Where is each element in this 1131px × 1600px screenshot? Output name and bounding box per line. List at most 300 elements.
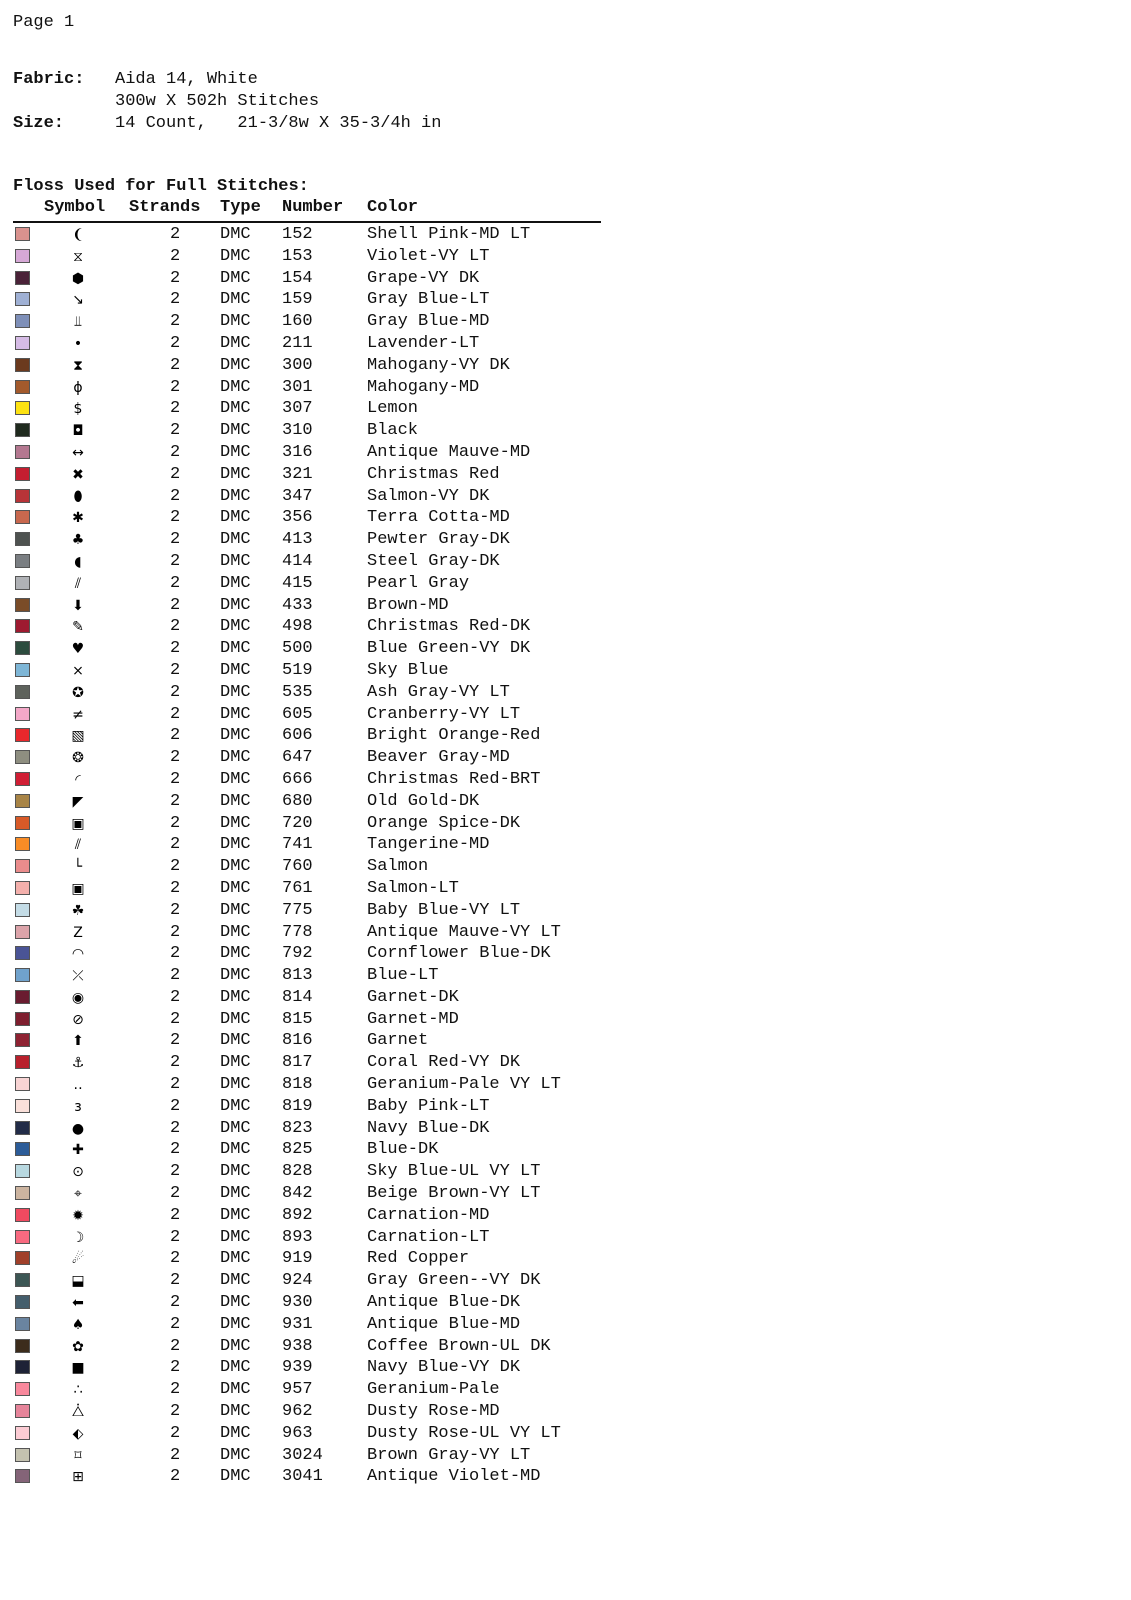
- number-cell: 814: [282, 987, 313, 1007]
- type-cell: DMC: [220, 333, 251, 353]
- type-cell: DMC: [220, 464, 251, 484]
- table-row: [0, 311, 640, 333]
- strands-cell: 2: [170, 748, 181, 768]
- table-row: [0, 900, 640, 922]
- cross-hourglass-icon: ⨯: [72, 662, 84, 679]
- type-cell: DMC: [220, 1358, 251, 1378]
- strands-cell: 2: [170, 486, 181, 506]
- number-cell: 761: [282, 878, 313, 898]
- number-cell: 892: [282, 1205, 313, 1225]
- number-cell: 347: [282, 486, 313, 506]
- club-icon: ♣: [71, 532, 85, 549]
- table-row: [0, 1074, 640, 1096]
- number-cell: 413: [282, 530, 313, 550]
- strands-cell: 2: [170, 857, 181, 877]
- type-cell: DMC: [220, 726, 251, 746]
- number-cell: 825: [282, 1140, 313, 1160]
- color-name-cell: Lavender-LT: [367, 333, 480, 353]
- hourglass-filled-icon: ⧗: [73, 357, 83, 374]
- number-cell: 316: [282, 442, 313, 462]
- number-cell: 356: [282, 508, 313, 528]
- color-swatch: [15, 1142, 30, 1156]
- type-cell: DMC: [220, 1031, 251, 1051]
- size-value: 14 Count, 21-3/8w X 35-3/4h in: [115, 114, 442, 133]
- number-cell: 760: [282, 857, 313, 877]
- color-swatch: [15, 1448, 30, 1462]
- color-swatch: [15, 1208, 30, 1222]
- table-row: [0, 747, 640, 769]
- strands-cell: 2: [170, 1249, 181, 1269]
- type-cell: DMC: [220, 1009, 251, 1029]
- flower-icon: ✿: [72, 1338, 84, 1355]
- triple-ring-icon: ☘: [71, 902, 85, 919]
- heavy-x-icon: ✖: [72, 466, 84, 483]
- strands-cell: 2: [170, 530, 181, 550]
- type-cell: DMC: [220, 1249, 251, 1269]
- strands-cell: 2: [170, 1162, 181, 1182]
- table-row: [0, 987, 640, 1009]
- strands-cell: 2: [170, 639, 181, 659]
- double-slash-icon: ⫽: [74, 575, 82, 592]
- number-cell: 300: [282, 355, 313, 375]
- color-swatch: [15, 358, 30, 372]
- color-swatch: [15, 903, 30, 917]
- number-cell: 919: [282, 1249, 313, 1269]
- number-cell: 893: [282, 1227, 313, 1247]
- strands-cell: 2: [170, 399, 181, 419]
- strands-cell: 2: [170, 442, 181, 462]
- strands-cell: 2: [170, 922, 181, 942]
- type-cell: DMC: [220, 551, 251, 571]
- strands-cell: 2: [170, 1336, 181, 1356]
- floss-table-body: [0, 224, 640, 1488]
- strands-cell: 2: [170, 682, 181, 702]
- table-row: [0, 1423, 640, 1445]
- strands-cell: 2: [170, 1314, 181, 1334]
- table-row: [0, 1379, 640, 1401]
- color-name-cell: Garnet-MD: [367, 1009, 459, 1029]
- color-name-cell: Cranberry-VY LT: [367, 704, 521, 724]
- strands-cell: 2: [170, 1053, 181, 1073]
- color-name-cell: Salmon-LT: [367, 878, 459, 898]
- color-swatch: [15, 663, 30, 677]
- up-arrow-icon: ⬆: [72, 1033, 84, 1050]
- strands-cell: 2: [170, 1293, 181, 1313]
- type-cell: DMC: [220, 900, 251, 920]
- half-moon-icon: ◖: [74, 553, 82, 570]
- number-cell: 720: [282, 813, 313, 833]
- type-cell: DMC: [220, 225, 251, 244]
- type-cell: DMC: [220, 1314, 251, 1334]
- color-name-cell: Dusty Rose-MD: [367, 1402, 500, 1422]
- type-cell: DMC: [220, 1423, 251, 1443]
- number-cell: 666: [282, 769, 313, 789]
- zed-icon: Z: [73, 924, 83, 941]
- strands-cell: 2: [170, 551, 181, 571]
- color-name-cell: Blue Green-VY DK: [367, 639, 531, 659]
- strands-cell: 2: [170, 835, 181, 855]
- color-swatch: [15, 685, 30, 699]
- type-cell: DMC: [220, 639, 251, 659]
- type-cell: DMC: [220, 966, 251, 986]
- type-cell: DMC: [220, 595, 251, 615]
- type-cell: DMC: [220, 268, 251, 288]
- table-row: [0, 943, 640, 965]
- number-cell: 606: [282, 726, 313, 746]
- size-row: [13, 113, 441, 135]
- phi-icon: ϕ: [73, 379, 83, 396]
- dollar-icon: $: [73, 401, 83, 418]
- color-name-cell: Navy Blue-DK: [367, 1118, 490, 1138]
- number-cell: 154: [282, 268, 313, 288]
- table-row: [0, 377, 640, 399]
- table-row: [0, 529, 640, 551]
- color-name-cell: Christmas Red-DK: [367, 617, 531, 637]
- burst-icon: ✹: [72, 1207, 84, 1224]
- color-name-cell: Pearl Gray: [367, 573, 470, 593]
- color-name-cell: Antique Mauve-MD: [367, 442, 531, 462]
- type-cell: DMC: [220, 377, 251, 397]
- heart-icon: ♥: [71, 641, 85, 658]
- number-cell: 813: [282, 966, 313, 986]
- strands-cell: 2: [170, 1467, 181, 1487]
- strands-cell: 2: [170, 1205, 181, 1225]
- type-cell: DMC: [220, 1205, 251, 1225]
- filled-square-icon: ■: [71, 1360, 85, 1377]
- color-name-cell: Christmas Red: [367, 464, 500, 484]
- type-cell: DMC: [220, 1467, 251, 1487]
- color-name-cell: Christmas Red-BRT: [367, 769, 541, 789]
- color-swatch: [15, 576, 30, 590]
- color-name-cell: Sky Blue-UL VY LT: [367, 1162, 541, 1182]
- color-name-cell: Bright Orange-Red: [367, 726, 541, 746]
- number-cell: 153: [282, 246, 313, 266]
- number-cell: 519: [282, 660, 313, 680]
- type-cell: DMC: [220, 355, 251, 375]
- number-cell: 823: [282, 1118, 313, 1138]
- type-cell: DMC: [220, 813, 251, 833]
- table-row: [0, 1292, 640, 1314]
- table-row: [0, 268, 640, 290]
- quarter-arc-icon: ◜: [75, 771, 81, 788]
- color-name-cell: Old Gold-DK: [367, 791, 480, 811]
- hatched-square-icon: ▧: [71, 728, 85, 745]
- number-cell: 817: [282, 1053, 313, 1073]
- color-swatch: [15, 837, 30, 851]
- table-row: [0, 1445, 640, 1467]
- number-cell: 301: [282, 377, 313, 397]
- table-row: [0, 965, 640, 987]
- strands-cell: 2: [170, 508, 181, 528]
- color-swatch: [15, 946, 30, 960]
- strands-cell: 2: [170, 966, 181, 986]
- circled-star-icon: ✪: [72, 684, 84, 701]
- type-cell: DMC: [220, 791, 251, 811]
- strands-cell: 2: [170, 1423, 181, 1443]
- type-cell: DMC: [220, 290, 251, 310]
- table-row: [0, 1096, 640, 1118]
- three-curve-icon: з: [74, 1098, 82, 1115]
- color-swatch: [15, 249, 30, 263]
- strands-cell: 2: [170, 813, 181, 833]
- number-cell: 680: [282, 791, 313, 811]
- color-name-cell: Coffee Brown-UL DK: [367, 1336, 551, 1356]
- strands-cell: 2: [170, 290, 181, 310]
- type-cell: DMC: [220, 987, 251, 1007]
- type-cell: DMC: [220, 1336, 251, 1356]
- table-row: [0, 420, 640, 442]
- color-name-cell: Beige Brown-VY LT: [367, 1184, 541, 1204]
- color-swatch: [15, 532, 30, 546]
- header-divider: [13, 221, 601, 223]
- table-row: [0, 1161, 640, 1183]
- ell-icon: └: [73, 859, 83, 876]
- number-cell: 957: [282, 1380, 313, 1400]
- table-row: [0, 682, 640, 704]
- number-cell: 828: [282, 1162, 313, 1182]
- color-swatch: [15, 728, 30, 742]
- color-swatch: [15, 816, 30, 830]
- color-swatch: [15, 707, 30, 721]
- table-row: [0, 442, 640, 464]
- number-cell: 924: [282, 1271, 313, 1291]
- type-cell: DMC: [220, 857, 251, 877]
- color-swatch: [15, 1295, 30, 1309]
- color-name-cell: Mahogany-MD: [367, 377, 480, 397]
- strands-cell: 2: [170, 900, 181, 920]
- table-row: [0, 224, 640, 246]
- color-name-cell: Antique Blue-DK: [367, 1293, 521, 1313]
- color-swatch: [15, 1251, 30, 1265]
- slashes-icon: ⫽: [74, 837, 82, 854]
- color-swatch: [15, 1469, 30, 1483]
- strands-cell: 2: [170, 1380, 181, 1400]
- table-row: [0, 660, 640, 682]
- color-swatch: [15, 314, 30, 328]
- down-arrow-icon: ⬇: [72, 597, 84, 614]
- number-cell: 815: [282, 1009, 313, 1029]
- strands-cell: 2: [170, 1445, 181, 1465]
- fabric-value: Aida 14, White: [115, 70, 258, 89]
- number-cell: 963: [282, 1423, 313, 1443]
- number-cell: 498: [282, 617, 313, 637]
- floss-section-title: Floss Used for Full Stitches:: [13, 177, 309, 196]
- number-cell: 310: [282, 421, 313, 441]
- flag-left-icon: ❨: [72, 227, 84, 243]
- type-cell: DMC: [220, 486, 251, 506]
- table-row: [0, 638, 640, 660]
- table-row: [0, 725, 640, 747]
- type-cell: DMC: [220, 835, 251, 855]
- strands-cell: 2: [170, 377, 181, 397]
- header-symbol: Symbol: [44, 198, 106, 217]
- color-swatch: [15, 1273, 30, 1287]
- table-row: [0, 1118, 640, 1140]
- inverse-square-icon: ◘: [72, 423, 84, 440]
- color-swatch: [15, 423, 30, 437]
- number-cell: 775: [282, 900, 313, 920]
- number-cell: 818: [282, 1075, 313, 1095]
- number-cell: 160: [282, 312, 313, 332]
- number-cell: 321: [282, 464, 313, 484]
- table-row: [0, 1139, 640, 1161]
- drop-icon: •: [73, 335, 83, 352]
- number-cell: 962: [282, 1402, 313, 1422]
- color-name-cell: Brown Gray-VY LT: [367, 1445, 531, 1465]
- color-swatch: [15, 380, 30, 394]
- table-row: [0, 813, 640, 835]
- type-cell: DMC: [220, 748, 251, 768]
- color-swatch: [15, 271, 30, 285]
- table-row: [0, 1336, 640, 1358]
- hexagon-icon: ⬢: [71, 270, 85, 287]
- color-name-cell: Orange Spice-DK: [367, 813, 521, 833]
- color-swatch: [15, 445, 30, 459]
- strands-cell: 2: [170, 1358, 181, 1378]
- color-name-cell: Brown-MD: [367, 595, 449, 615]
- number-cell: 605: [282, 704, 313, 724]
- table-row: [0, 878, 640, 900]
- type-cell: DMC: [220, 1075, 251, 1095]
- color-swatch: [15, 227, 30, 241]
- type-cell: DMC: [220, 1140, 251, 1160]
- table-row: [0, 1009, 640, 1031]
- color-name-cell: Salmon-VY DK: [367, 486, 490, 506]
- number-cell: 938: [282, 1336, 313, 1356]
- color-name-cell: Antique Blue-MD: [367, 1314, 521, 1334]
- color-swatch: [15, 1121, 30, 1135]
- table-row: [0, 1270, 640, 1292]
- type-cell: DMC: [220, 530, 251, 550]
- color-swatch: [15, 467, 30, 481]
- color-name-cell: Navy Blue-VY DK: [367, 1358, 521, 1378]
- color-swatch: [15, 1033, 30, 1047]
- strands-cell: 2: [170, 595, 181, 615]
- number-cell: 535: [282, 682, 313, 702]
- triangle-bar-icon: ⧊: [71, 1404, 85, 1421]
- type-cell: DMC: [220, 508, 251, 528]
- number-cell: 819: [282, 1096, 313, 1116]
- strands-cell: 2: [170, 355, 181, 375]
- table-row: [0, 289, 640, 311]
- color-swatch: [15, 1012, 30, 1026]
- strands-cell: 2: [170, 312, 181, 332]
- color-name-cell: Salmon: [367, 857, 429, 877]
- number-cell: 414: [282, 551, 313, 571]
- color-name-cell: Shell Pink-MD LT: [367, 225, 531, 244]
- table-row: [0, 791, 640, 813]
- type-cell: DMC: [220, 1184, 251, 1204]
- strands-cell: 2: [170, 1096, 181, 1116]
- color-name-cell: Gray Blue-MD: [367, 312, 490, 332]
- type-cell: DMC: [220, 922, 251, 942]
- color-swatch: [15, 489, 30, 503]
- strands-cell: 2: [170, 573, 181, 593]
- crossed-diamond-icon: ⬖: [72, 1425, 84, 1442]
- number-cell: 500: [282, 639, 313, 659]
- type-cell: DMC: [220, 1053, 251, 1073]
- table-row: [0, 1466, 640, 1488]
- asterisk-icon: ✱: [72, 510, 84, 527]
- color-name-cell: Gray Blue-LT: [367, 290, 490, 310]
- color-name-cell: Terra Cotta-MD: [367, 508, 510, 528]
- number-cell: 3041: [282, 1467, 323, 1487]
- type-cell: DMC: [220, 399, 251, 419]
- nested-square-icon: ▣: [71, 880, 85, 897]
- page-number: Page 1: [13, 13, 75, 32]
- color-swatch: [15, 619, 30, 633]
- strands-cell: 2: [170, 617, 181, 637]
- type-cell: DMC: [220, 246, 251, 266]
- type-cell: DMC: [220, 1227, 251, 1247]
- number-cell: 647: [282, 748, 313, 768]
- strands-cell: 2: [170, 769, 181, 789]
- color-name-cell: Garnet-DK: [367, 987, 459, 1007]
- crown-bar-icon: ⫫: [74, 314, 82, 331]
- number-cell: 842: [282, 1184, 313, 1204]
- color-name-cell: Geranium-Pale: [367, 1380, 500, 1400]
- color-name-cell: Violet-VY LT: [367, 246, 490, 266]
- type-cell: DMC: [220, 769, 251, 789]
- type-cell: DMC: [220, 1271, 251, 1291]
- strands-cell: 2: [170, 268, 181, 288]
- strands-cell: 2: [170, 944, 181, 964]
- number-cell: 415: [282, 573, 313, 593]
- strands-cell: 2: [170, 1140, 181, 1160]
- color-swatch: [15, 554, 30, 568]
- type-cell: DMC: [220, 1402, 251, 1422]
- color-name-cell: Dusty Rose-UL VY LT: [367, 1423, 561, 1443]
- header-number: Number: [282, 198, 344, 217]
- color-name-cell: Grape-VY DK: [367, 268, 480, 288]
- table-row: [0, 355, 640, 377]
- number-cell: 211: [282, 333, 313, 353]
- color-name-cell: Black: [367, 421, 419, 441]
- table-row: [0, 856, 640, 878]
- strands-cell: 2: [170, 660, 181, 680]
- number-cell: 931: [282, 1314, 313, 1334]
- color-swatch: [15, 598, 30, 612]
- type-cell: DMC: [220, 312, 251, 332]
- table-row: [0, 616, 640, 638]
- color-name-cell: Mahogany-VY DK: [367, 355, 510, 375]
- color-swatch: [15, 968, 30, 982]
- table-row: [0, 704, 640, 726]
- color-name-cell: Baby Blue-VY LT: [367, 900, 521, 920]
- spade-icon: ♠: [71, 1316, 85, 1333]
- slashed-circle-icon: ⊘: [72, 1011, 84, 1028]
- color-name-cell: Sky Blue: [367, 660, 449, 680]
- color-name-cell: Ash Gray-VY LT: [367, 682, 510, 702]
- diagonal-link-icon: ↘: [72, 292, 84, 309]
- grid-square-icon: ⊞: [72, 1469, 84, 1486]
- crescent-icon: ☽: [71, 1229, 85, 1246]
- color-swatch: [15, 859, 30, 873]
- strands-cell: 2: [170, 225, 181, 244]
- size-label: Size:: [13, 114, 65, 133]
- strands-cell: 2: [170, 878, 181, 898]
- not-equal-icon: ≠: [72, 706, 84, 723]
- strands-cell: 2: [170, 791, 181, 811]
- color-swatch: [15, 1077, 30, 1091]
- type-cell: DMC: [220, 1445, 251, 1465]
- number-cell: 930: [282, 1293, 313, 1313]
- left-arrow-icon: ⬅: [72, 1295, 84, 1312]
- number-cell: 433: [282, 595, 313, 615]
- color-swatch: [15, 292, 30, 306]
- type-cell: DMC: [220, 421, 251, 441]
- color-name-cell: Red Copper: [367, 1249, 470, 1269]
